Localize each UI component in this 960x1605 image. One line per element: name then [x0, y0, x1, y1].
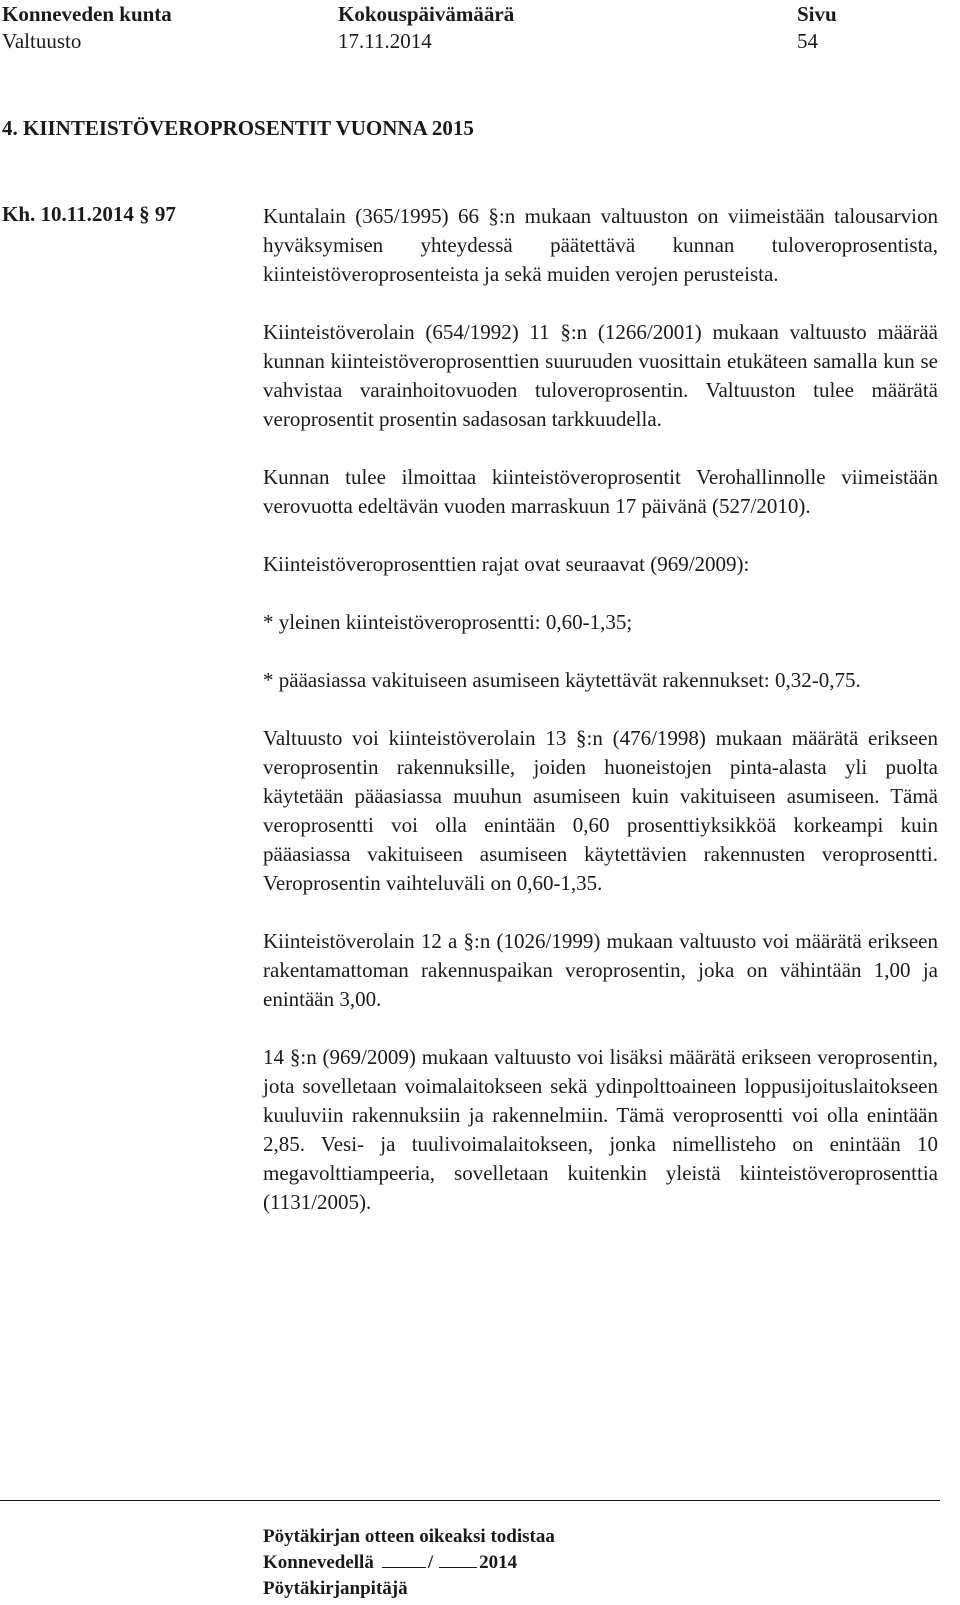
paragraph-municipal-act: Kuntalain (365/1995) 66 §:n mukaan valtuuston on viimeistään talousarvion hyväksymisen yhteydessä päätettävä kunnan tuloveroprosentista, kiinteistöveroprosenteista ja sekä muiden verojen perusteista.	[263, 204, 938, 286]
header-organization	[2, 1, 172, 55]
meeting-date-value: 17.11.2014	[338, 29, 432, 53]
minutes-keeper-label: Pöytäkirjanpitäjä	[263, 1578, 408, 1599]
list-item-general-rate: * yleinen kiinteistöveroprosentti: 0,60-1,35;	[263, 610, 633, 634]
page-footer	[263, 1524, 555, 1602]
certification-place: Konnevedellä	[263, 1552, 374, 1573]
certification-line: Pöytäkirjan otteen oikeaksi todistaa	[263, 1526, 555, 1547]
day-blank	[382, 1551, 426, 1568]
paragraph-property-tax-act: Kiinteistöverolain (654/1992) 11 §:n (1266/2001) mukaan valtuusto määrää kunnan kiinteistöveroprosenttien suuruuden vuosittain etukäteen samalla kun se vahvistaa varainhoitovuoden tuloveroprosentin. Valtuuston tulee määrätä veroprosentit prosentin sadasosan tarkkuudella.	[263, 320, 938, 431]
paragraph-rate-limits-intro: Kiinteistöveroprosenttien rajat ovat seuraavat (969/2009):	[263, 552, 750, 576]
organization-name: Konneveden kunta	[2, 2, 172, 26]
paragraph-other-housing-rate: Valtuusto voi kiinteistöverolain 13 §:n (476/1998) mukaan määrätä erikseen veroprosentin rakennuksille, joiden huoneistojen pinta-alasta yli puolta käytetään pääasiassa muuhun asumiseen kuin vakituiseen asumiseen. Tämä veroprosentti voi olla enintään 0,60 prosenttiyksikköä korkeampi kuin pääasiassa vakituiseen asumiseen käytettävien rakennusten veroprosentti. Veroprosentin vaihteluväli on 0,60-1,35.	[263, 726, 938, 895]
date-separator: /	[427, 1552, 434, 1573]
footer-divider	[0, 1500, 940, 1501]
case-reference: Kh. 10.11.2014 § 97	[2, 202, 176, 226]
header-meeting-date	[338, 1, 514, 55]
paragraph-power-plant-rate: 14 §:n (969/2009) mukaan valtuusto voi lisäksi määrätä erikseen veroprosentin, jota sovelletaan voimalaitokseen sekä ydinpolttoaineen loppusijoituslaitokseen kuuluviin rakennuksiin ja rakennelmiin. Tämä veroprosentti voi olla enintään 2,85. Vesi- ja tuulivoimalaitokseen, jonka nimellisteho on enintään 10 megavolttiampeeria, sovelletaan kuitenkin yleistä kiinteistöveroprosenttia (1131/2005).	[263, 1045, 938, 1214]
header-page	[797, 1, 837, 55]
page-number: 54	[797, 29, 818, 53]
page-label: Sivu	[797, 2, 837, 26]
paragraph-notification-deadline: Kunnan tulee ilmoittaa kiinteistöveroprosentit Verohallinnolle viimeistään verovuotta edeltävän vuoden marraskuun 17 päivänä (527/2010).	[263, 465, 938, 518]
document-body	[263, 202, 938, 1217]
list-item-permanent-housing-rate: * pääasiassa vakituiseen asumiseen käytettävät rakennukset: 0,32-0,75.	[263, 668, 861, 692]
paragraph-unbuilt-site-rate: Kiinteistöverolain 12 a §:n (1026/1999) mukaan valtuusto voi määrätä erikseen rakentamattoman rakennuspaikan veroprosentin, joka on vähintään 1,00 ja enintään 3,00.	[263, 929, 938, 1011]
month-blank	[439, 1551, 477, 1568]
meeting-date-label: Kokouspäivämäärä	[338, 2, 515, 26]
body-name: Valtuusto	[2, 29, 82, 53]
certification-year: 2014	[479, 1552, 518, 1573]
section-title: 4. KIINTEISTÖVEROPROSENTIT VUONNA 2015	[2, 116, 474, 140]
certification-place-date	[263, 1550, 555, 1576]
